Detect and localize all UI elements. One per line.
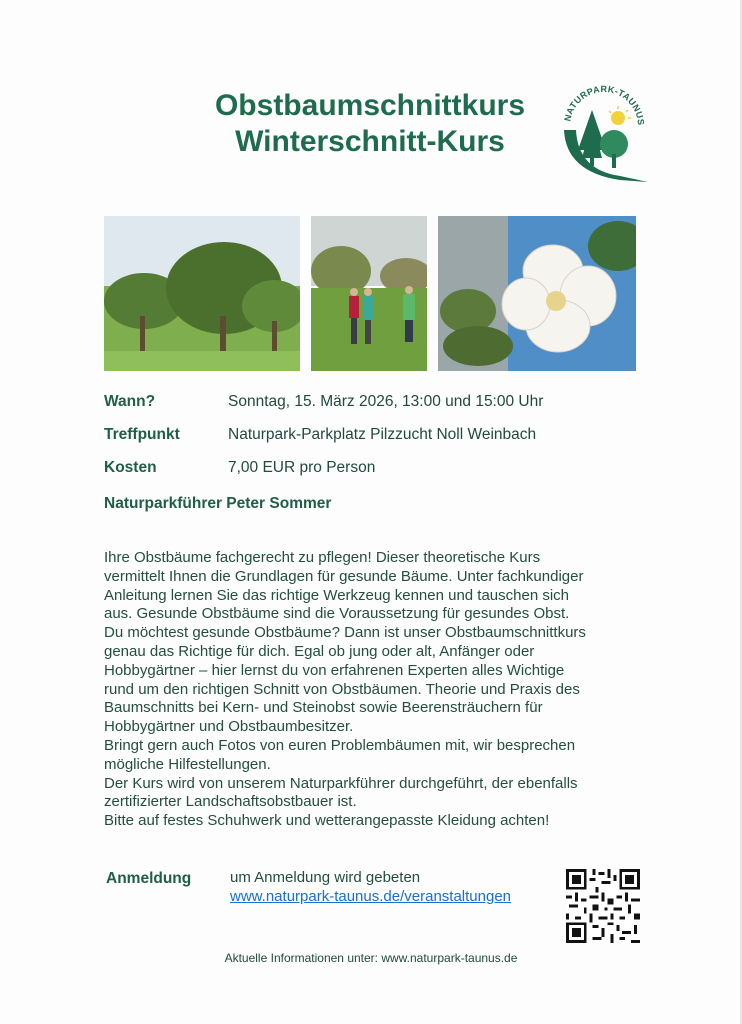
course-description: [104, 549, 644, 831]
anmeldung-label: Anmeldung: [106, 870, 192, 887]
guide-name: Naturparkführer Peter Sommer: [104, 495, 332, 512]
footer-info: Aktuelle Informationen unter: www.naturpark-taunus.de: [224, 951, 518, 965]
naturpark-taunus-logo: [556, 80, 652, 184]
treffpunkt-label: Treffpunkt: [104, 426, 180, 443]
description-line: genau das Richtige für dich. Egal ob jung oder alt, Anfänger oder: [104, 642, 535, 660]
kosten-label: Kosten: [104, 459, 157, 476]
description-line: Baumschnitts bei Kern- und Steinobst sowie Beerensträuchern für: [104, 699, 543, 717]
wann-value: Sonntag, 15. März 2026, 13:00 und 15:00 Uhr: [228, 393, 544, 410]
treffpunkt-value: Naturpark-Parkplatz Pilzzucht Noll Weinbach: [228, 426, 537, 443]
description-line: vermittelt Ihnen die Grundlagen für gesunde Bäume. Unter fachkundiger: [104, 567, 584, 585]
description-line: zertifizierter Landschaftsobstbauer ist.: [104, 793, 357, 811]
description-line: Der Kurs wird von unserem Naturparkführer durchgeführt, der ebenfalls: [104, 774, 578, 792]
logo-text: NATURPARK-TAUNUS: [562, 84, 647, 126]
wann-label: Wann?: [104, 393, 156, 410]
svg-text:NATURPARK-TAUNUS: [562, 84, 646, 126]
description-line: Bitte auf festes Schuhwerk und wetterangepasste Kleidung achten!: [104, 812, 550, 830]
anmeldung-text: um Anmeldung wird gebeten: [230, 869, 421, 886]
title-line-1: Obstbaumschnittkurs: [214, 89, 526, 122]
apple-orchard-photo: [104, 216, 300, 371]
anmeldung-link[interactable]: www.naturpark-taunus.de/veranstaltungen: [230, 888, 512, 905]
description-line: aus. Gesunde Obstbäume sind die Voraussetzung für gesundes Obst.: [104, 605, 570, 623]
title-line-2: Winterschnitt-Kurs: [235, 125, 505, 158]
description-line: Bringt gern auch Fotos von euren Problembäumen mit, wir besprechen: [104, 736, 576, 754]
description-line: rund um den richtigen Schnitt von Obstbäumen. Theorie und Praxis des: [104, 680, 580, 698]
description-line: mögliche Hilfestellungen.: [104, 755, 271, 773]
qr-code-icon[interactable]: [566, 869, 640, 943]
description-line: Hobbygärtner – hier lernst du von erfahrenen Experten alles Wichtige: [104, 661, 565, 679]
kosten-value: 7,00 EUR pro Person: [228, 459, 376, 476]
apple-blossom-photo: [438, 216, 636, 371]
deciduous-tree-icon: [600, 130, 628, 168]
description-line: Hobbygärtner und Obstbaumbesitzer.: [104, 718, 354, 736]
description-line: Du möchtest gesunde Obstbäume? Dann ist unser Obstbaumschnittkurs: [104, 624, 586, 642]
description-line: Ihre Obstbäume fachgerecht zu pflegen! Dieser theoretische Kurs: [104, 549, 541, 566]
hikers-in-meadow-photo: [311, 216, 427, 371]
sun-icon: [609, 106, 631, 125]
description-line: Anleitung lernen Sie das richtige Werkzeug kennen und tauschen sich: [104, 586, 570, 604]
page-title: [150, 88, 590, 160]
